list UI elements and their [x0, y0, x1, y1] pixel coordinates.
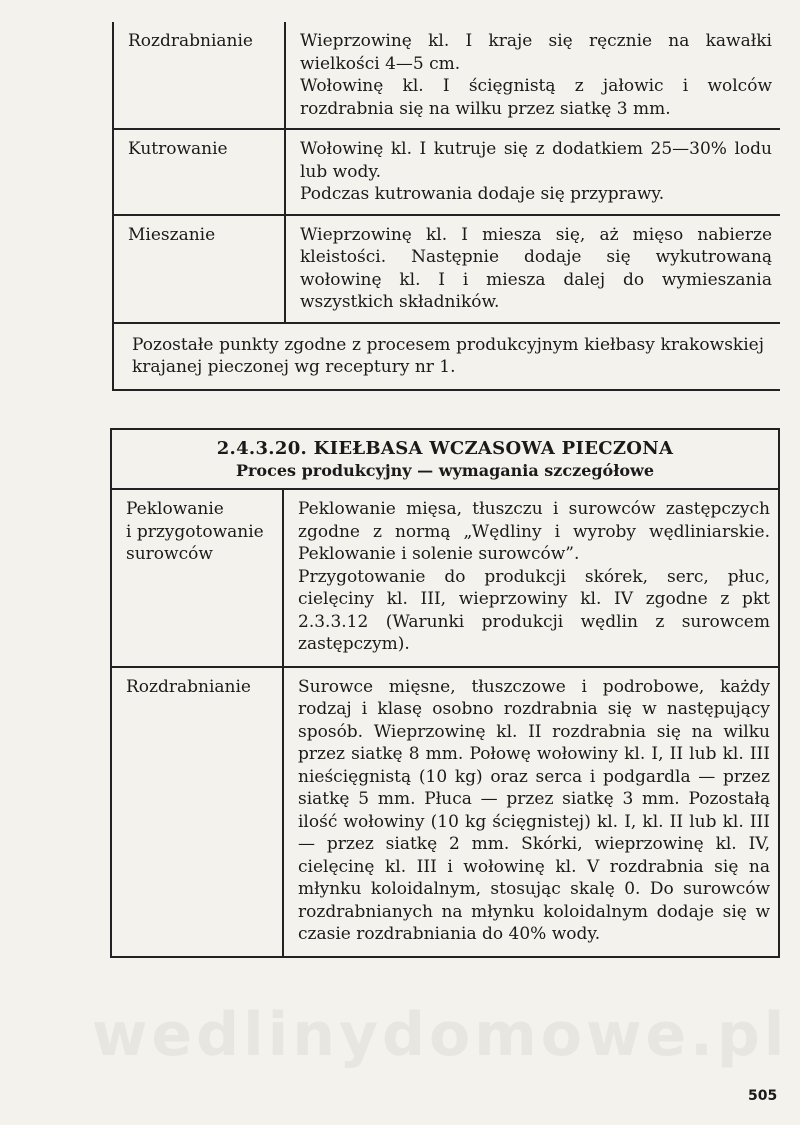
section-title: 2.4.3.20. KIEŁBASA WCZASOWA PIECZONA [216, 438, 674, 459]
row-description [283, 667, 779, 957]
paragraph: Wołowinę kl. I ścięgnistą z jałowic i wolców rozdrabnia się na wilku przez siatkę 3 mm. [300, 76, 772, 119]
table-row [111, 489, 779, 667]
row-label: Kutrowanie [113, 129, 285, 215]
paragraph: Wołowinę kl. I kutruje się z dodatkiem 25—30% lodu lub wody. [300, 139, 772, 182]
table-row [113, 129, 780, 215]
table-footer-note: Pozostałe punkty zgodne z procesem produkcyjnym kiełbasy krakowskiej krajanej pieczonej wg receptury nr 1. [113, 323, 780, 390]
paragraph: Wieprzowinę kl. I miesza się, aż mięso nabierze kleistości. Następnie dodaje się wykutrowaną wołowinę kl. I i miesza dalej do wymieszania wszystkich składników. [300, 224, 772, 312]
section-subtitle: Proces produkcyjny — wymagania szczegółowe [235, 461, 655, 480]
row-label-line: i przygotowanie [126, 521, 264, 542]
row-description [285, 22, 780, 129]
table-row [113, 22, 780, 129]
paragraph: Podczas kutrowania dodaje się przyprawy. [300, 184, 665, 204]
table-row [113, 215, 780, 323]
paragraph: Wieprzowinę kl. I kraje się ręcznie na kawałki wielkości 4—5 cm. [300, 31, 772, 74]
table-footer-row [113, 323, 780, 390]
table-header [111, 429, 779, 489]
watermark: wedlinydomowe.pl [92, 1000, 789, 1070]
table-row [111, 667, 779, 957]
table-header-row [111, 429, 779, 489]
row-label: Mieszanie [113, 215, 285, 323]
row-description [285, 215, 780, 323]
row-description [285, 129, 780, 215]
paragraph: Przygotowanie do produkcji skórek, serc, płuc, cielęciny kl. III, wieprzowiny kl. IV zgodne z pkt 2.3.3.12 (Warunki produkcji wędlin z surowcem zastępczym). [298, 566, 770, 654]
page-number: 505 [748, 1088, 778, 1104]
row-label: Rozdrabnianie [113, 22, 285, 129]
row-label-line: surowców [126, 544, 213, 564]
process-table [110, 428, 780, 958]
row-label [111, 489, 283, 667]
table-continued [112, 22, 780, 391]
paragraph: Surowce mięsne, tłuszczowe i podrobowe, każdy rodzaj i klasę osobno rozdrabnia się w następujący sposób. Wieprzowinę kl. II rozdrabnia się na wilku przez siatkę 8 mm. Połowę wołowiny kl. I, II lub kl. III nieścięgnistą (10 kg) oraz serca i podgardla — przez siatkę 5 mm. Płuca — przez siatkę 3 mm. Pozostałą ilość wołowiny (10 kg ścięgnistej) kl. I, kl. II lub kl. III — przez siatkę 2 mm. Skórki, wieprzowinę kl. IV, cielęcinę kl. III i wołowinę kl. V rozdrabnia się na młynku koloidalnym, stosując skalę 0. Do surowców rozdrabnianych na młynku koloidalnym dodaje się w czasie rozdrabniania do 40% wody. [298, 676, 770, 944]
row-label-line: Peklowanie [126, 499, 224, 519]
row-description [283, 489, 779, 667]
paragraph: Peklowanie mięsa, tłuszczu i surowców zastępczych zgodne z normą „Wędliny i wyroby wędliniarskie. Peklowanie i solenie surowców”. [298, 499, 770, 564]
row-label: Rozdrabnianie [111, 667, 283, 957]
